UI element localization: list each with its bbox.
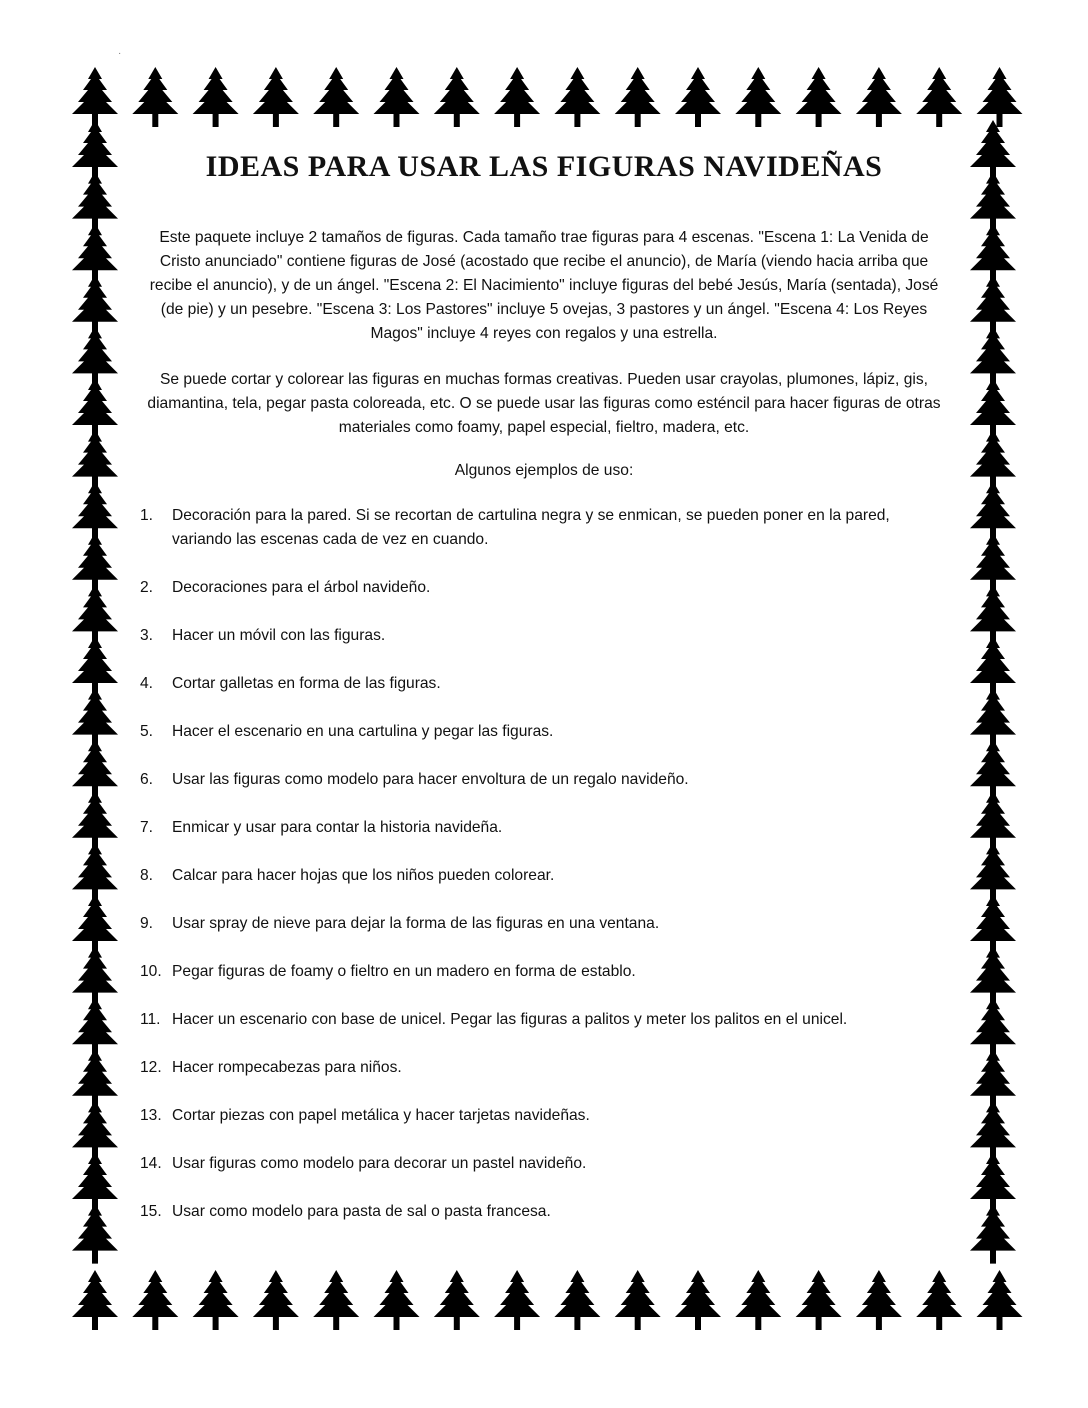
pine-tree-icon	[313, 1270, 359, 1330]
item-text: Cortar galletas en forma de las figuras.	[172, 675, 441, 692]
pine-tree-icon	[72, 223, 118, 283]
pine-tree-icon	[72, 1270, 118, 1330]
list-item	[140, 576, 948, 600]
pine-tree-icon	[615, 1270, 661, 1330]
item-number: 5.	[140, 723, 154, 740]
pine-tree-icon	[72, 1204, 118, 1264]
pine-tree-icon	[253, 1270, 299, 1330]
pine-tree-icon	[970, 688, 1016, 748]
pine-tree-icon	[72, 378, 118, 438]
pine-tree-icon	[970, 1049, 1016, 1109]
pine-tree-icon	[970, 946, 1016, 1006]
pine-tree-icon	[970, 430, 1016, 490]
item-number: 1.	[140, 507, 154, 524]
pine-tree-icon	[970, 997, 1016, 1057]
pine-tree-icon	[72, 842, 118, 902]
intro-paragraph: Este paquete incluye 2 tamaños de figuras. Cada tamaño trae figuras para 4 escenas. "Escena 1: La Venida de Cristo anunciado" contiene figuras de José (acostado que recibe el anuncio), de María (viendo hacia arriba que recibe el anuncio), y de un ángel. "Escena 2: El Nacimiento" incluye figuras del bebé Jesús, María (sentada), José (de pie) y un pesebre. "Escena 3: Los Pastores" incluye 5 ovejas, 3 pastores y un ángel. "Escena 4: Los Reyes Magos" incluye 4 reyes con regalos y una estrella.	[149, 229, 939, 342]
pine-tree-icon	[554, 67, 600, 127]
pine-tree-icon	[72, 946, 118, 1006]
pine-tree-icon	[72, 1152, 118, 1212]
list-item	[140, 1104, 948, 1128]
pine-tree-icon	[970, 584, 1016, 644]
list-item	[140, 1056, 948, 1080]
pine-tree-icon	[72, 688, 118, 748]
list-item	[140, 1152, 948, 1176]
item-text: Enmicar y usar para contar la historia navideña.	[172, 819, 503, 836]
item-text: Hacer un móvil con las figuras.	[172, 627, 386, 644]
item-number: 4.	[140, 675, 154, 692]
pine-tree-icon	[72, 894, 118, 954]
page-title: IDEAS PARA USAR LAS FIGURAS NAVIDEÑAS	[205, 150, 883, 183]
examples-list	[140, 504, 948, 1224]
item-text: Hacer el escenario en una cartulina y pegar las figuras.	[172, 723, 554, 740]
item-number: 10.	[140, 963, 162, 980]
pine-tree-icon	[494, 1270, 540, 1330]
pine-tree-icon	[72, 533, 118, 593]
pine-tree-icon	[970, 326, 1016, 386]
item-number: 9.	[140, 915, 154, 932]
pine-tree-icon	[970, 791, 1016, 851]
pine-tree-icon	[977, 1270, 1023, 1330]
list-item	[140, 720, 948, 744]
pine-tree-icon	[72, 584, 118, 644]
list-item	[140, 624, 948, 648]
pine-tree-icon	[916, 1270, 962, 1330]
pine-tree-icon	[72, 67, 118, 127]
pine-tree-icon	[970, 739, 1016, 799]
item-text: Hacer rompecabezas para niños.	[172, 1059, 402, 1076]
list-item	[140, 768, 948, 792]
item-number: 15.	[140, 1203, 162, 1220]
item-number: 7.	[140, 819, 154, 836]
item-text: Decoraciones para el árbol navideño.	[172, 579, 431, 596]
pine-tree-icon	[72, 1100, 118, 1160]
pine-tree-icon	[970, 1152, 1016, 1212]
pine-tree-icon	[72, 791, 118, 851]
item-text: Usar spray de nieve para dejar la forma de las figuras en una ventana.	[172, 915, 660, 932]
pine-tree-icon	[970, 842, 1016, 902]
pine-tree-icon	[72, 120, 118, 180]
pine-tree-icon	[72, 481, 118, 541]
item-text: Cortar piezas con papel metálica y hacer tarjetas navideñas.	[172, 1107, 590, 1124]
pine-tree-icon	[374, 1270, 420, 1330]
item-number: 8.	[140, 867, 154, 884]
item-text: Usar las figuras como modelo para hacer envoltura de un regalo navideño.	[172, 771, 689, 788]
pine-tree-icon	[554, 1270, 600, 1330]
pine-tree-icon	[434, 1270, 480, 1330]
pine-tree-icon	[970, 275, 1016, 335]
pine-tree-icon	[313, 67, 359, 127]
list-item	[140, 864, 948, 888]
pine-tree-icon	[72, 430, 118, 490]
item-text: Hacer un escenario con base de unicel. Pegar las figuras a palitos y meter los palitos en el unicel.	[172, 1011, 848, 1028]
pine-tree-icon	[132, 67, 178, 127]
pine-tree-icon	[72, 997, 118, 1057]
pine-tree-icon	[970, 481, 1016, 541]
pine-tree-icon	[970, 172, 1016, 232]
list-item	[140, 504, 948, 552]
pine-tree-icon	[796, 1270, 842, 1330]
item-number: 6.	[140, 771, 154, 788]
pine-tree-icon	[977, 67, 1023, 127]
pine-tree-icon	[253, 67, 299, 127]
pine-tree-icon	[916, 67, 962, 127]
item-number: 13.	[140, 1107, 162, 1124]
document-body	[140, 150, 948, 1248]
pine-tree-icon	[675, 67, 721, 127]
item-text: Pegar figuras de foamy o fieltro en un madero en forma de establo.	[172, 963, 636, 980]
pine-tree-icon	[193, 67, 239, 127]
item-number: 2.	[140, 579, 154, 596]
list-item	[140, 1200, 948, 1224]
item-text: Usar como modelo para pasta de sal o pasta francesa.	[172, 1203, 551, 1220]
pine-tree-icon	[374, 67, 420, 127]
pine-tree-icon	[856, 1270, 902, 1330]
scan-mark: ·	[118, 48, 122, 59]
list-item	[140, 1008, 948, 1032]
pine-tree-icon	[735, 67, 781, 127]
pine-tree-icon	[735, 1270, 781, 1330]
pine-tree-icon	[675, 1270, 721, 1330]
pine-tree-icon	[970, 636, 1016, 696]
pine-tree-icon	[72, 172, 118, 232]
pine-tree-icon	[72, 326, 118, 386]
item-number: 14.	[140, 1155, 162, 1172]
list-item	[140, 912, 948, 936]
list-item	[140, 672, 948, 696]
item-number: 12.	[140, 1059, 162, 1076]
examples-heading: Algunos ejemplos de uso:	[454, 462, 634, 479]
pine-tree-icon	[970, 533, 1016, 593]
list-item	[140, 960, 948, 984]
pine-tree-icon	[970, 1100, 1016, 1160]
pine-tree-icon	[193, 1270, 239, 1330]
item-number: 3.	[140, 627, 154, 644]
item-text: Usar figuras como modelo para decorar un pastel navideño.	[172, 1155, 587, 1172]
item-text: Calcar para hacer hojas que los niños pueden colorear.	[172, 867, 555, 884]
materials-paragraph: Se puede cortar y colorear las figuras en muchas formas creativas. Pueden usar crayolas, plumones, lápiz, gis, diamantina, tela, pegar pasta coloreada, etc. O se puede usar las figuras como esténcil para hacer figuras de otras materiales como foamy, papel especial, fieltro, madera, etc.	[147, 371, 941, 436]
pine-tree-icon	[132, 1270, 178, 1330]
pine-tree-icon	[970, 223, 1016, 283]
pine-tree-icon	[856, 67, 902, 127]
pine-tree-icon	[970, 894, 1016, 954]
list-item	[140, 816, 948, 840]
item-text: Decoración para la pared. Si se recortan de cartulina negra y se enmican, se pueden poner en la pared, variando las escenas cada de vez en cuando.	[172, 507, 890, 548]
pine-tree-icon	[494, 67, 540, 127]
pine-tree-icon	[434, 67, 480, 127]
pine-tree-icon	[970, 120, 1016, 180]
pine-tree-icon	[796, 67, 842, 127]
pine-tree-icon	[72, 1049, 118, 1109]
pine-tree-icon	[970, 1204, 1016, 1264]
pine-tree-icon	[970, 378, 1016, 438]
pine-tree-icon	[72, 636, 118, 696]
pine-tree-icon	[72, 739, 118, 799]
pine-tree-icon	[615, 67, 661, 127]
item-number: 11.	[140, 1011, 161, 1028]
pine-tree-icon	[72, 275, 118, 335]
